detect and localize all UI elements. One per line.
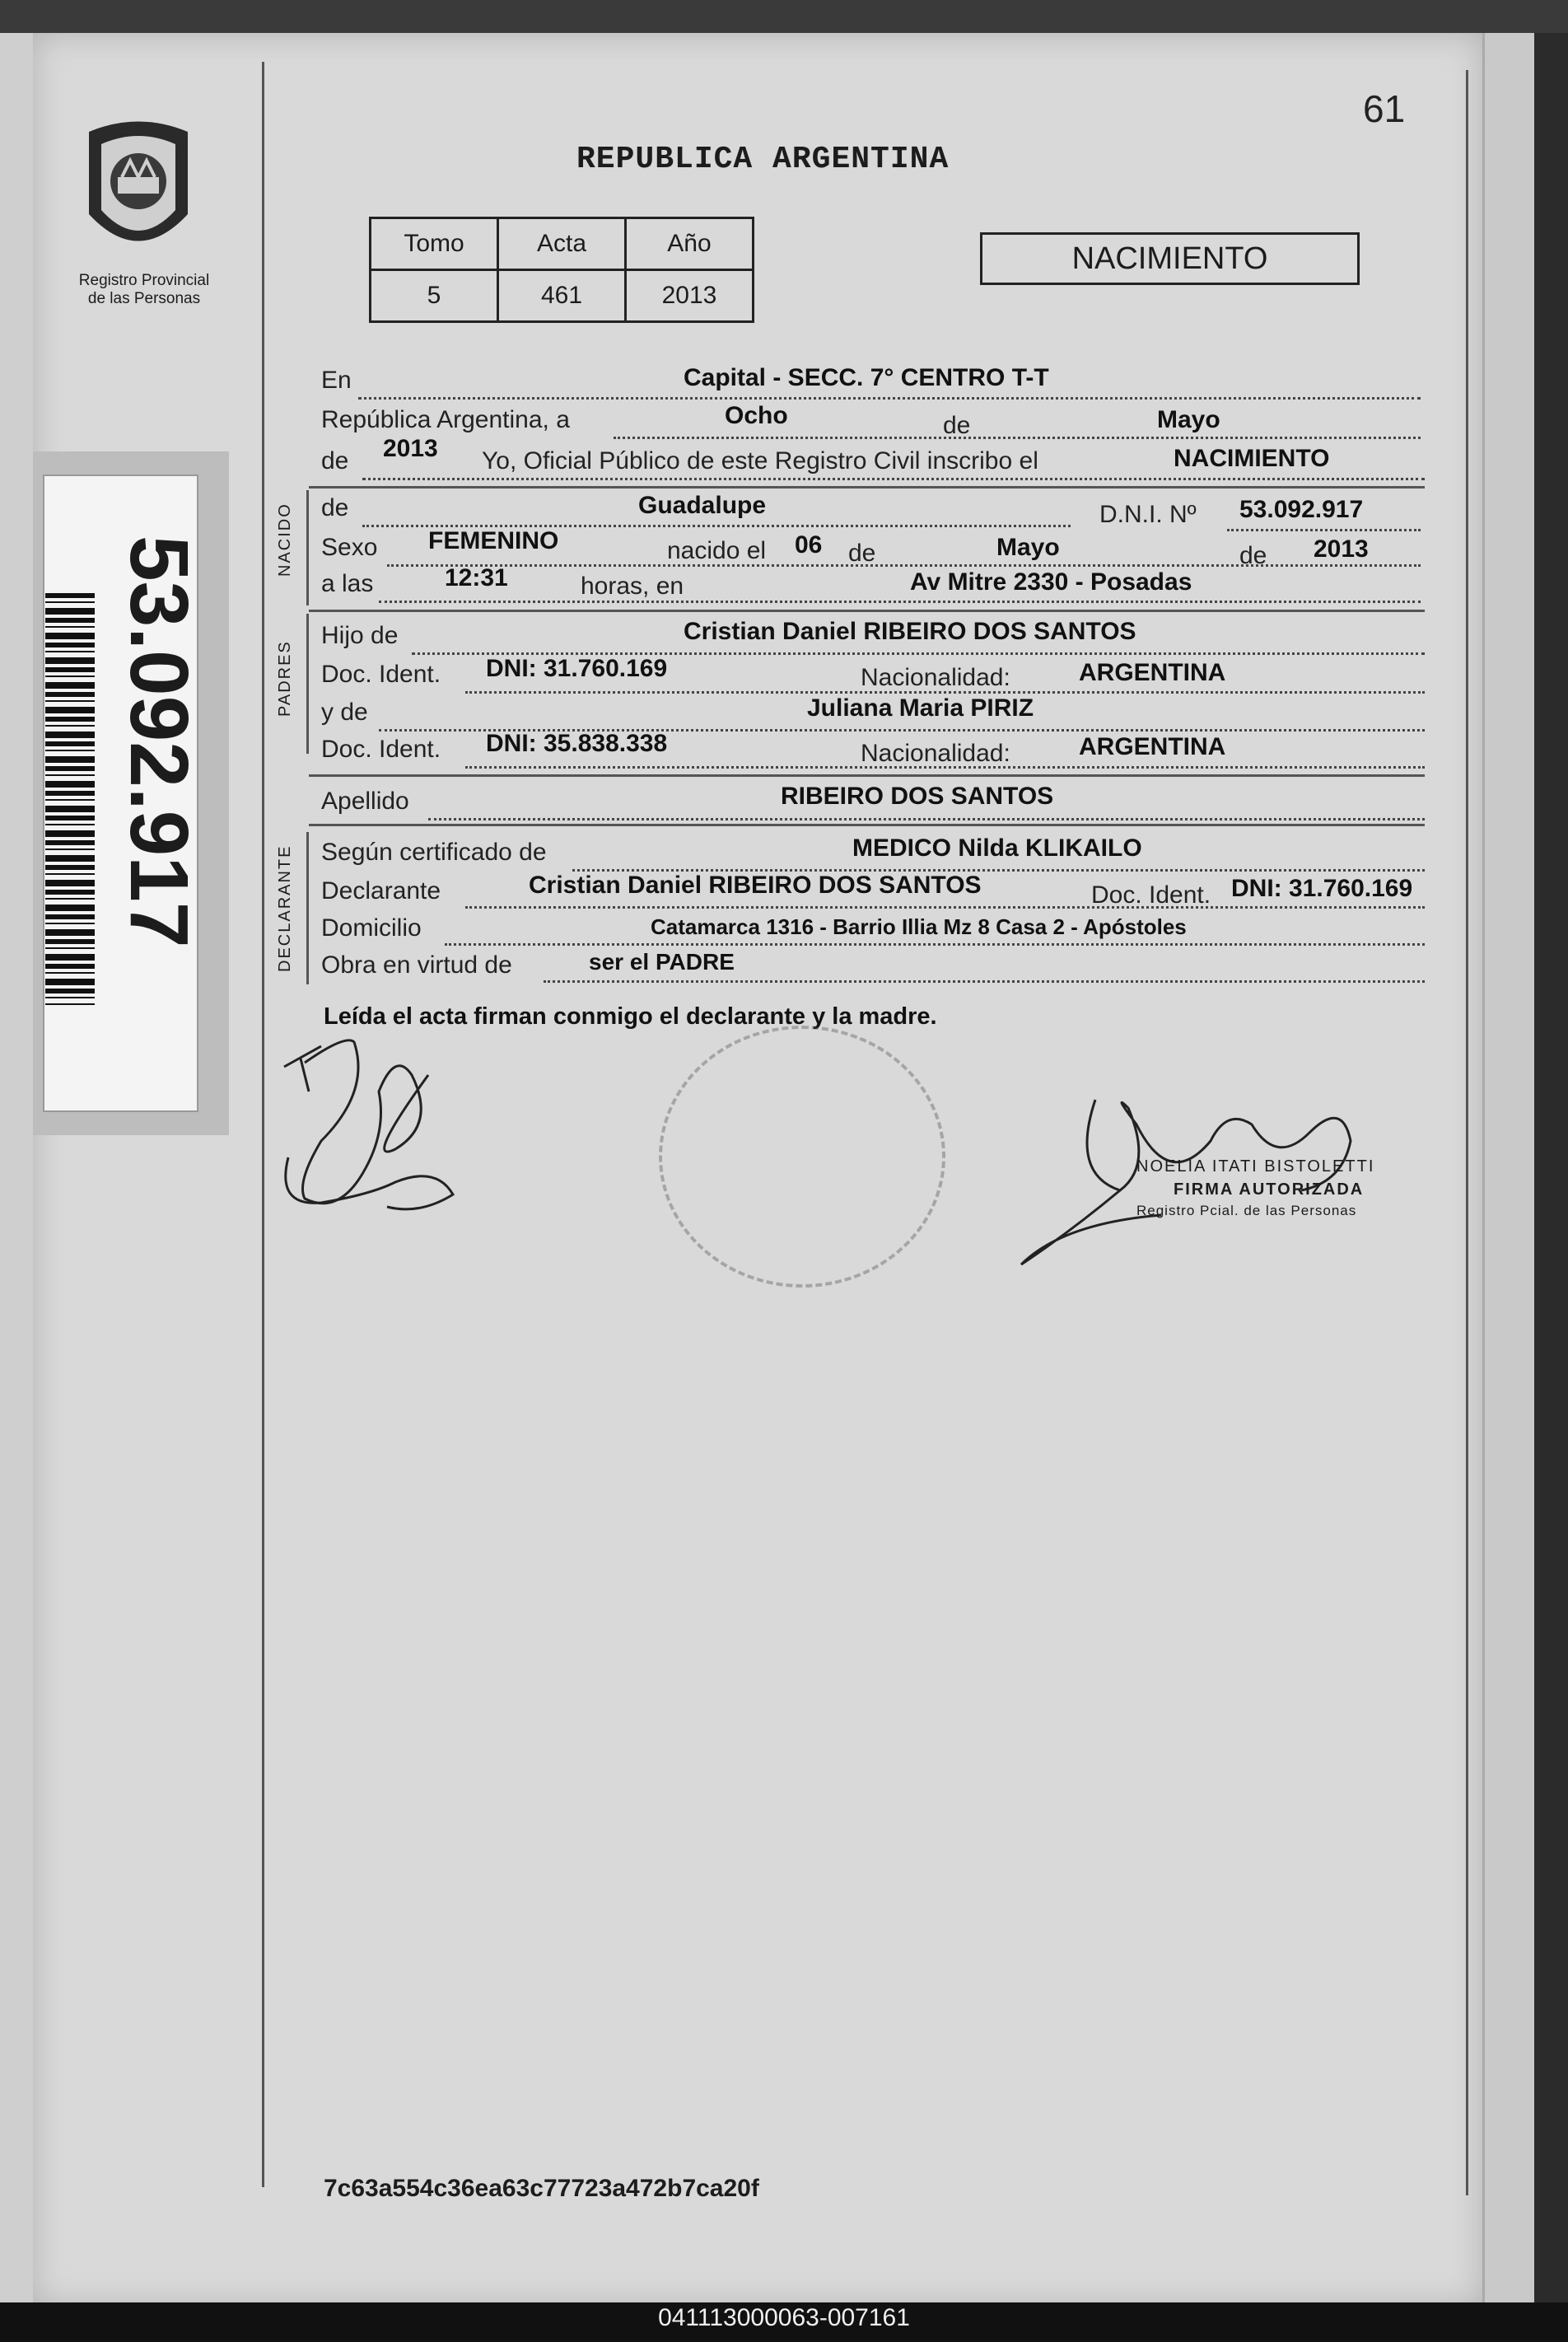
official-role: FIRMA AUTORIZADA xyxy=(1174,1180,1365,1199)
registry-caption-line2: de las Personas xyxy=(87,290,201,307)
scan-top-edge xyxy=(0,0,1568,33)
horas-label: horas, en xyxy=(581,573,684,600)
registry-caption xyxy=(58,272,231,308)
a-las-label: a las xyxy=(321,570,374,597)
act-type-box: NACIMIENTO xyxy=(980,232,1360,285)
republica-label: República Argentina, a xyxy=(321,406,570,433)
register-header-ano: Año xyxy=(626,218,754,270)
apellido-label: Apellido xyxy=(321,788,409,815)
father-nationality: ARGENTINA xyxy=(1079,659,1226,686)
page-edge xyxy=(1482,33,1534,2307)
domicilio-label: Domicilio xyxy=(321,914,422,942)
obra-label: Obra en virtud de xyxy=(321,951,512,979)
right-margin-line xyxy=(1466,70,1468,2195)
apellido-dotted-line xyxy=(428,816,1425,820)
father-nationality-label: Nacionalidad: xyxy=(861,664,1010,691)
en-dotted-line xyxy=(358,395,1421,400)
birth-de-label: de xyxy=(848,540,876,567)
certificado-value: MEDICO Nilda KLIKAILO xyxy=(852,834,1142,862)
mother-doc-label: Doc. Ident. xyxy=(321,736,441,763)
republica-dotted-line xyxy=(614,435,1421,439)
register-header-acta: Acta xyxy=(498,218,626,270)
birth-de-label-2: de xyxy=(1239,542,1267,569)
dni-label: D.N.I. Nº xyxy=(1099,501,1197,528)
document-hash: 7c63a554c36ea63c77723a472b7ca20f xyxy=(324,2175,759,2202)
official-name: NOELIA ITATI BISTOLETTI xyxy=(1136,1157,1375,1176)
domicilio-value: Catamarca 1316 - Barrio Illia Mz 8 Casa 2 - Apóstoles xyxy=(651,914,1187,939)
declarante-bracket xyxy=(306,832,309,984)
padres-bracket xyxy=(306,614,309,754)
register-header-tomo: Tomo xyxy=(371,218,498,270)
padres-section-label: PADRES xyxy=(276,640,294,717)
register-table xyxy=(369,217,754,323)
footer-id: 041113000063-007161 xyxy=(658,2304,910,2331)
nacido-el-label: nacido el xyxy=(667,537,767,564)
province-seal xyxy=(72,115,204,268)
barcode-bars xyxy=(45,593,95,1005)
register-table-value-row xyxy=(371,270,754,322)
left-margin-line xyxy=(262,62,264,2187)
country-title: REPUBLICA ARGENTINA xyxy=(576,142,950,177)
official-stamp xyxy=(659,1026,945,1288)
birth-place: Av Mitre 2330 - Posadas xyxy=(910,568,1192,596)
y-de-label: y de xyxy=(321,699,368,726)
child-name: Guadalupe xyxy=(638,492,767,519)
register-table-header-row xyxy=(371,218,754,270)
certificado-label: Según certificado de xyxy=(321,839,547,866)
yo-dotted-line xyxy=(362,476,1425,480)
yo-text: Yo, Oficial Público de este Registro Civil inscribo el xyxy=(482,447,1038,474)
hijo-de-label: Hijo de xyxy=(321,622,399,649)
nacido-bracket xyxy=(306,490,309,605)
nacido-section-label: NACIDO xyxy=(276,503,294,577)
closing-statement: Leída el acta firman conmigo el declarante y la madre. xyxy=(324,1003,937,1030)
declarante-doc: DNI: 31.760.169 xyxy=(1231,875,1413,902)
inscribe-value: NACIMIENTO xyxy=(1174,445,1330,472)
declarante-label: Declarante xyxy=(321,877,441,905)
child-dni: 53.092.917 xyxy=(1239,496,1364,523)
section-divider-3 xyxy=(309,774,1425,777)
father-name: Cristian Daniel RIBEIRO DOS SANTOS xyxy=(684,618,1136,645)
register-value-tomo: 5 xyxy=(371,270,498,322)
intro-de-label: de xyxy=(943,412,971,439)
dni-dotted-line xyxy=(1227,527,1421,531)
mother-name: Juliana Maria PIRIZ xyxy=(807,694,1034,722)
year-value: 2013 xyxy=(383,435,438,462)
birth-time: 12:31 xyxy=(445,564,508,591)
declarante-dotted-line xyxy=(465,905,1425,909)
section-divider-4 xyxy=(309,824,1425,826)
declarante-doc-label: Doc. Ident. xyxy=(1091,881,1211,909)
section-divider-2 xyxy=(309,610,1425,612)
day-word: Ocho xyxy=(725,402,788,429)
father-doc-label: Doc. Ident. xyxy=(321,661,441,688)
official-office: Registro Pcial. de las Personas xyxy=(1136,1203,1357,1218)
barcode-number: 53.092.917 xyxy=(113,535,205,948)
en-value: Capital - SECC. 7° CENTRO T-T xyxy=(684,364,1049,391)
apellido-value: RIBEIRO DOS SANTOS xyxy=(781,783,1054,810)
declarant-signature xyxy=(272,1017,502,1232)
nacido-de-label: de xyxy=(321,494,349,521)
obra-dotted-line xyxy=(544,979,1425,983)
obra-value: ser el PADRE xyxy=(589,949,735,975)
birth-day: 06 xyxy=(795,531,823,559)
declarante-section-label: DECLARANTE xyxy=(276,844,294,972)
en-label: En xyxy=(321,367,352,394)
seal-icon xyxy=(72,115,204,268)
mother-nationality-label: Nacionalidad: xyxy=(861,740,1010,767)
month-value: Mayo xyxy=(1157,406,1220,433)
section-divider-1 xyxy=(309,486,1425,489)
father-doc: DNI: 31.760.169 xyxy=(486,655,668,682)
declarante-value: Cristian Daniel RIBEIRO DOS SANTOS xyxy=(529,872,982,899)
register-value-acta: 461 xyxy=(498,270,626,322)
mother-nationality: ARGENTINA xyxy=(1079,733,1226,760)
register-value-ano: 2013 xyxy=(626,270,754,322)
year-prefix-label: de xyxy=(321,447,349,474)
time-dotted-line xyxy=(379,599,1421,603)
sexo-label: Sexo xyxy=(321,534,378,561)
registry-caption-line1: Registro Provincial xyxy=(78,272,210,289)
birth-year: 2013 xyxy=(1314,535,1369,563)
domicilio-dotted-line xyxy=(445,942,1425,946)
mother-doc: DNI: 35.838.338 xyxy=(486,730,668,757)
page-number: 61 xyxy=(1363,87,1406,130)
sexo-value: FEMENINO xyxy=(428,527,559,554)
birth-month: Mayo xyxy=(996,534,1060,561)
